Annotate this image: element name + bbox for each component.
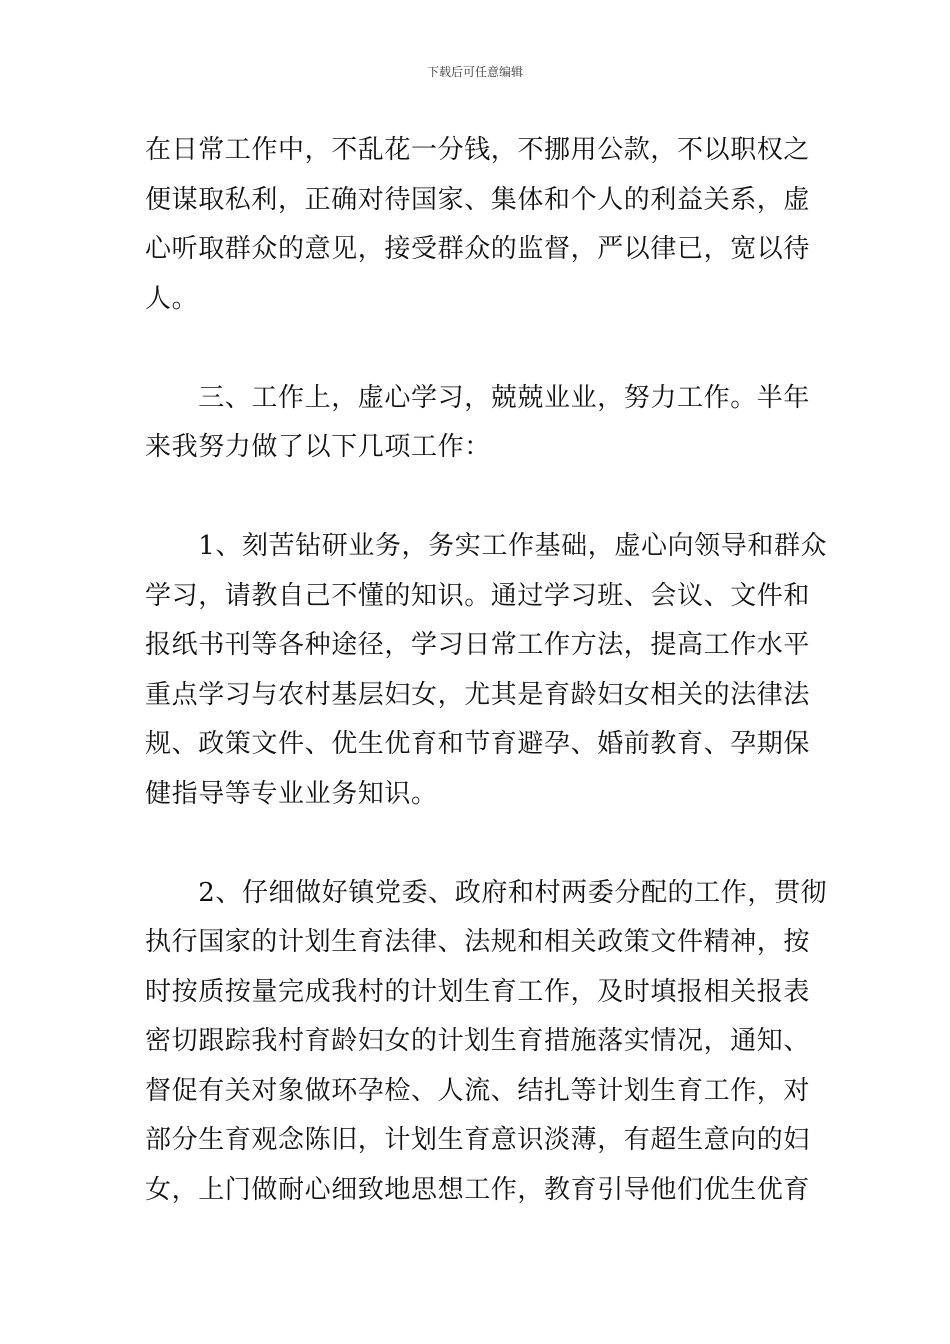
text-line: 1、刻苦钻研业务，务实工作基础，虚心向领导和群众	[145, 531, 828, 561]
paragraph-gap	[145, 324, 810, 374]
page-header: 下载后可任意编辑	[426, 65, 523, 79]
document-body	[145, 126, 828, 1215]
text-line: 在日常工作中，不乱花一分钱，不挪用公款，不以职权之	[145, 135, 811, 165]
text-line: 2、仔细做好镇党委、政府和村两委分配的工作，贯彻	[145, 877, 828, 908]
text-line: 健指导等专业业务知识。	[145, 778, 438, 809]
text-line: 报纸书刊等各种途径，学习日常工作方法，提高工作水平	[145, 630, 811, 660]
text-line: 部分生育观念陈旧，计划生育意识淡薄，有超生意向的妇	[145, 1125, 811, 1155]
text-line: 学习，请教自己不懂的知识。通过学习班、会议、文件和	[145, 580, 811, 611]
paragraph-gap	[145, 473, 810, 523]
text-line: 心听取群众的意见，接受群众的监督，严以律已，宽以待	[145, 234, 811, 264]
text-line: 来我努力做了以下几项工作：	[145, 432, 491, 462]
paragraph-gap	[145, 819, 810, 869]
text-line: 重点学习与农村基层妇女，尤其是育龄妇女相关的法律法	[145, 679, 811, 710]
text-line: 三、工作上，虚心学习，兢兢业业，努力工作。半年	[145, 382, 811, 413]
text-line: 便谋取私利，正确对待国家、集体和个人的利益关系，虚	[145, 184, 811, 215]
text-line: 规、政策文件、优生优育和节育避孕、婚前教育、孕期保	[145, 729, 811, 759]
text-line: 密切跟踪我村育龄妇女的计划生育措施落实情况，通知、	[145, 1026, 811, 1056]
text-line: 人。	[145, 283, 199, 314]
text-line: 督促有关对象做环孕检、人流、结扎等计划生育工作，对	[145, 1075, 811, 1106]
text-line: 时按质按量完成我村的计划生育工作，及时填报相关报表	[145, 976, 811, 1007]
text-line: 执行国家的计划生育法律、法规和相关政策文件精神，按	[145, 927, 811, 957]
text-line: 女，上门做耐心细致地思想工作，教育引导他们优生优育	[145, 1174, 811, 1205]
